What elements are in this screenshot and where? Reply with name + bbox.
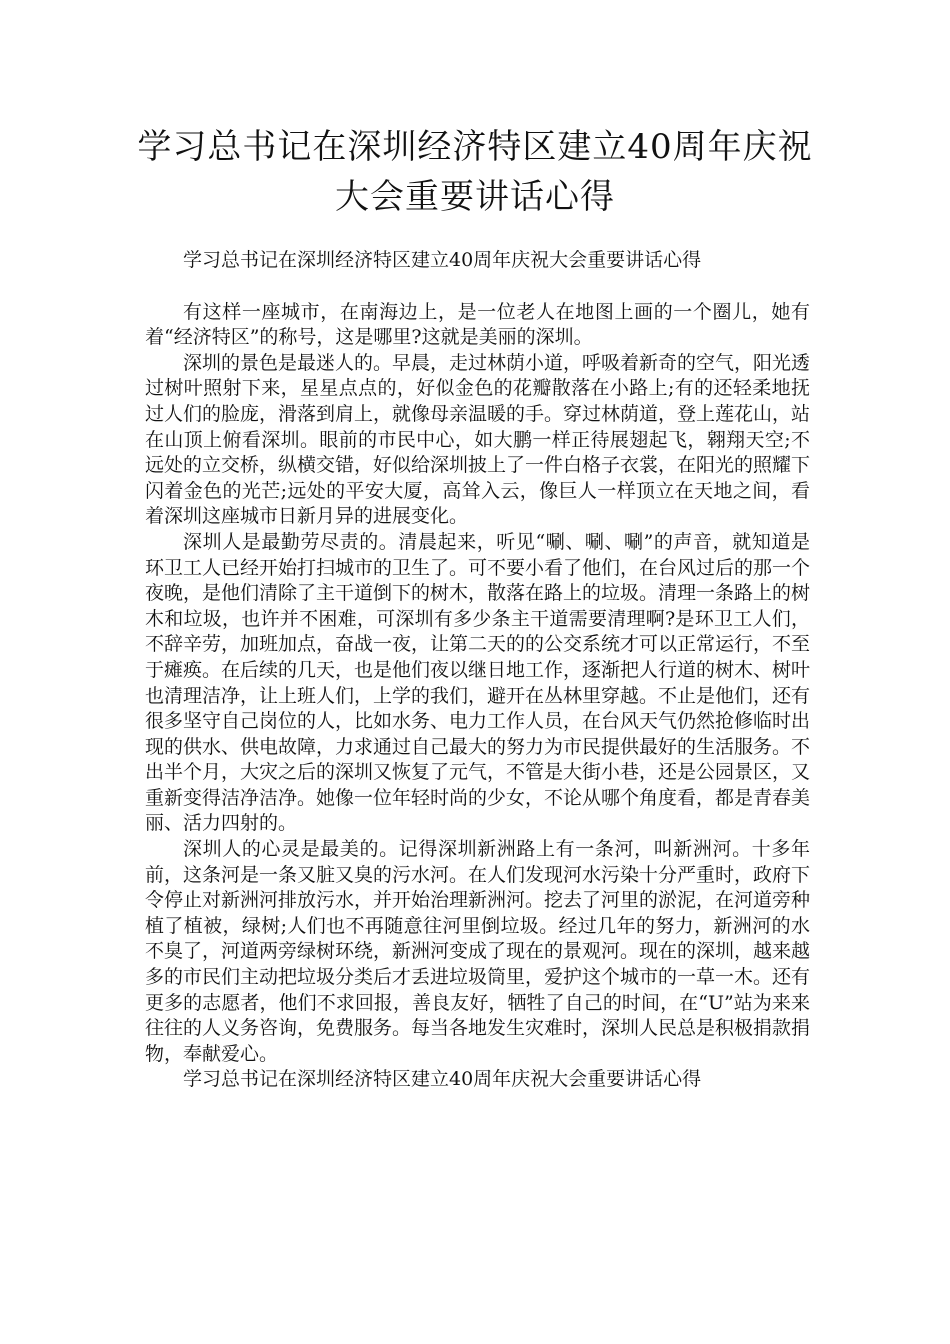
document-subtitle: 学习总书记在深圳经济特区建立40周年庆祝大会重要讲话心得	[183, 249, 702, 271]
paragraph-scenery: 深圳的景色是最迷人的。早晨，走过林荫小道，呼吸着新奇的空气，阳光透过树叶照射下来，星星点点的，好似金色的花瓣散落在小路上;有的还轻柔地抚过人们的脸庞，滑落到肩上，就像母亲温暖的手。穿过林荫道，登上莲花山，站在山顶上俯看深圳。眼前的市民中心，如大鹏一样正待展翅起飞，翱翔天空;不远处的立交桥，纵横交错，好似给深圳披上了一件白格子衣裳，在阳光的照耀下闪着金色的光芒;远处的平安大厦，高耸入云，像巨人一样顶立在天地之间，看着深圳这座城市日新月异的进展变化。	[145, 351, 811, 528]
document-title: 学习总书记在深圳经济特区建立40周年庆祝大会重要讲话心得	[137, 127, 813, 217]
document-body	[145, 248, 810, 1093]
paragraph-kindness: 深圳人的心灵是最美的。记得深圳新洲路上有一条河，叫新洲河。十多年前，这条河是一条又脏又臭的污水河。在人们发现河水污染十分严重时，政府下令停止对新洲河排放污水，并开始治理新洲河。挖去了河里的淤泥，在河道旁种植了植被，绿树;人们也不再随意往河里倒垃圾。经过几年的努力，新洲河的水不臭了，河道两旁绿树环绕，新洲河变成了现在的景观河。现在的深圳，越来越多的市民们主动把垃圾分类后才丢进垃圾筒里，爱护这个城市的一草一木。还有更多的志愿者，他们不求回报，善良友好，牺牲了自己的时间，在“U”站为来来往往的人义务咨询，免费服务。每当各地发生灾难时，深圳人民总是积极捐款捐物，奉献爱心。	[145, 838, 811, 1065]
paragraph-intro: 有这样一座城市，在南海边上，是一位老人在地图上画的一个圈儿，她有着“经济特区”的称号，这是哪里?这就是美丽的深圳。	[145, 300, 810, 349]
paragraph-closing-heading: 学习总书记在深圳经济特区建立40周年庆祝大会重要讲话心得	[183, 1068, 702, 1091]
paragraph-diligence: 深圳人是最勤劳尽责的。清晨起来，听见“唰、唰、唰”的声音，就知道是环卫工人已经开始打扫城市的卫生了。可不要小看了他们，在台风过后的那一个夜晚，是他们清除了主干道倒下的树木，散落在路上的垃圾。清理一条路上的树木和垃圾，也许并不困难，可深圳有多少条主干道需要清理啊?是环卫工人们，不辞辛劳，加班加点，奋战一夜，让第二天的的公交系统才可以正常运行，不至于瘫痪。在后续的几天，也是他们夜以继日地工作，逐渐把人行道的树木、树叶也清理洁净，让上班人们，上学的我们，避开在丛林里穿越。不止是他们，还有很多坚守自己岗位的人，比如水务、电力工作人员，在台风天气仍然抢修临时出现的供水、供电故障，力求通过自己最大的努力为市民提供最好的生活服务。不出半个月，大灾之后的深圳又恢复了元气，不管是大街小巷，还是公园景区，又重新变得洁净洁净。她像一位年轻时尚的少女，不论从哪个角度看，都是青春美丽、活力四射的。	[145, 530, 811, 835]
